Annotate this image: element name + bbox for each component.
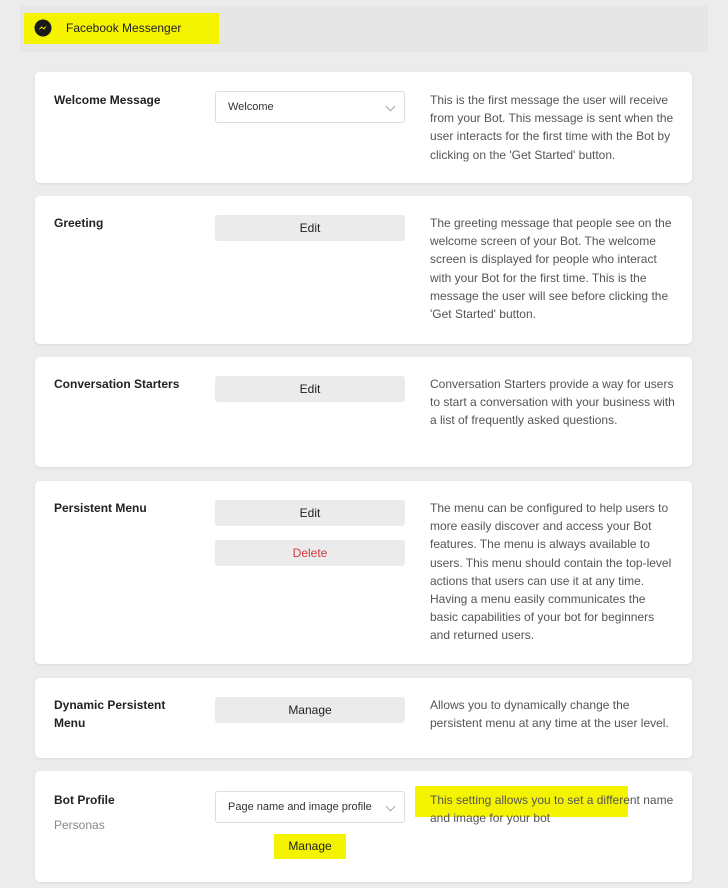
welcome-message-select[interactable] (215, 91, 405, 123)
persistent-menu-edit-button[interactable]: Edit (215, 500, 405, 526)
dynamic-persistent-menu-label: Dynamic Persistent Menu (54, 698, 166, 730)
greeting-card (35, 196, 692, 344)
welcome-description: This is the first message the user will receive from your Bot. This message is sent when the user interacts for the first time with the Bot by clicking on the 'Get Started' button. (430, 93, 674, 162)
welcome-select-value: Welcome (228, 101, 274, 113)
persistent-menu-description: The menu can be configured to help users to more easily discover and access your Bot features. The menu is always available to users. This menu should contain the top-level actions that users can use it at any time. Having a menu easily communicates the basic capabilities of your bot for beginners and returned users. (430, 501, 672, 643)
bot-profile-card (35, 771, 692, 882)
greeting-label: Greeting (54, 216, 104, 230)
conversation-starters-label: Conversation Starters (54, 377, 180, 391)
personas-label: Personas (54, 818, 105, 832)
welcome-message-card (35, 72, 692, 183)
persistent-menu-card (35, 481, 692, 664)
greeting-edit-button[interactable]: Edit (215, 215, 405, 241)
messenger-icon (34, 19, 52, 37)
welcome-message-label: Welcome Message (54, 93, 161, 107)
persistent-menu-label: Persistent Menu (54, 501, 147, 515)
greeting-description: The greeting message that people see on the welcome screen of your Bot. The welcome screen is displayed for people who interact with your Bot for the first time. This is the message the user will see before clicking the 'Get Started' button. (430, 216, 672, 322)
bot-profile-manage-button[interactable]: Manage (288, 839, 332, 853)
bot-profile-select[interactable] (215, 791, 405, 823)
page-title: Facebook Messenger (66, 21, 182, 35)
conversation-starters-edit-button[interactable]: Edit (215, 376, 405, 402)
chevron-down-icon (386, 102, 396, 112)
conversation-starters-card (35, 357, 692, 467)
dynamic-persistent-menu-description: Allows you to dynamically change the persistent menu at any time at the user level. (430, 698, 669, 731)
persistent-menu-delete-button[interactable]: Delete (215, 540, 405, 566)
bot-profile-label: Bot Profile (54, 793, 115, 807)
dynamic-persistent-menu-card (35, 678, 692, 758)
bot-profile-description: This setting allows you to set a different name and image for your bot (430, 793, 674, 826)
conversation-starters-description: Conversation Starters provide a way for users to start a conversation with your business with a list of frequently asked questions. (430, 377, 675, 428)
dynamic-persistent-menu-manage-button[interactable]: Manage (215, 697, 405, 723)
chevron-down-icon (386, 802, 396, 812)
bot-profile-select-value: Page name and image profile (228, 801, 372, 813)
